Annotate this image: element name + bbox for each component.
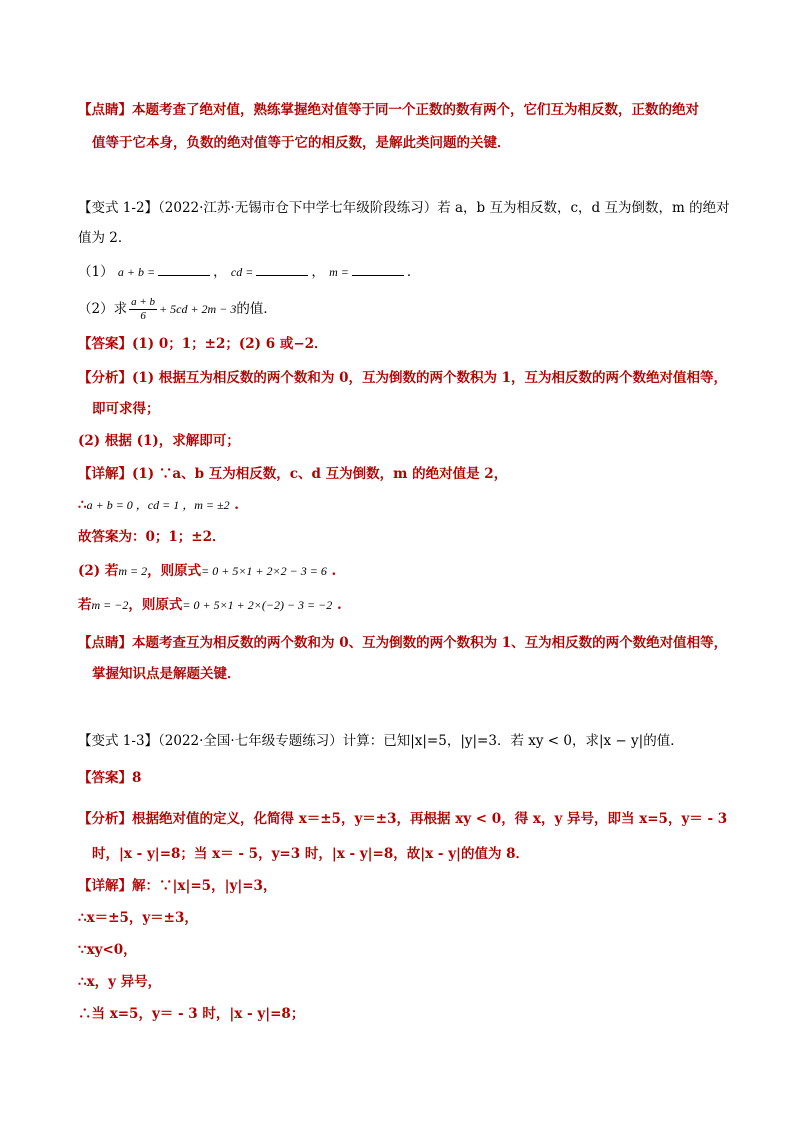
analysis-2-line2: 时，|x - y|=8；当 x＝ - 5，y=3 时，|x - y|=8，故|x - y|的值为 8． xyxy=(92,846,530,862)
detail-line2: ∴a + b = 0 ，cd = 1 ，m = ±2 . xyxy=(78,497,239,513)
dianjing-tag: 【点睛】 xyxy=(78,102,132,118)
answer-line: 【答案】(1) 0；1；±2；(2) 6 或−2． xyxy=(78,336,328,352)
dianjing-text: 本题考查了绝对值，熟练掌握绝对值等于同一个正数的数有两个，它们互为相反数，正数的绝对 xyxy=(132,102,699,118)
variant-1-3-heading: 【变式 1-3】（2022·全国·七年级专题练习）计算：已知|x|=5，|y|=3．若 xy < 0，求|x − y|的值． xyxy=(78,733,684,749)
dianjing-1-line2: 值等于它本身，负数的绝对值等于它的相反数，是解此类问题的关键． xyxy=(92,135,511,151)
dianjing-1-line1 xyxy=(78,100,699,120)
detail-line4: (2) 若m = 2，则原式= 0 + 5×1 + 2×2 − 3 = 6 . xyxy=(78,563,337,579)
answer-blank[interactable] xyxy=(158,263,210,276)
detail-line5: 若m = −2，则原式= 0 + 5×1 + 2×(−2) − 3 = −2 . xyxy=(78,597,342,613)
dianjing-2-line2: 掌握知识点是解题关键． xyxy=(92,666,241,682)
analysis-line1: 【分析】(1) 根据互为相反数的两个数和为 0，互为倒数的两个数积为 1，互为相反数的两个数绝对值相等， xyxy=(78,370,728,386)
detail-line3: 故答案为：0；1；±2． xyxy=(78,529,226,545)
variant-1-2-heading-cont: 值为 2． xyxy=(78,230,132,246)
detail-2-line5: ∴当 x=5，y＝ - 3 时，|x - y|=8； xyxy=(78,1006,305,1022)
detail-2-line1: 【详解】解：∵|x|=5，|y|=3， xyxy=(78,878,277,894)
analysis-line3: (2) 根据 (1)，求解即可； xyxy=(78,433,240,449)
question-2: （2）求 $\frac{a + b}{6}$ + 5cd + 2m − 3的值． xyxy=(78,296,277,322)
analysis-2-line1: 【分析】根据绝对值的定义，化简得 x＝±5，y＝±3，再根据 xy < 0，得 x，y 异号，即当 x=5，y＝ - 3 xyxy=(78,811,728,827)
answer-blank[interactable] xyxy=(256,263,308,276)
answer-blank[interactable] xyxy=(352,263,404,276)
detail-2-line3: ∵xy<0， xyxy=(78,942,137,958)
variant-1-2-heading: 【变式 1-2】（2022·江苏·无锡市仓下中学七年级阶段练习）若 a，b 互为相反数，c，d 互为倒数，m 的绝对 xyxy=(78,200,730,216)
question-1: （1） a + b = ， cd = ， m = ． xyxy=(78,264,421,280)
answer-line-2: 【答案】8 xyxy=(78,770,142,786)
detail-2-line4: ∴x，y 异号， xyxy=(78,974,162,990)
detail-2-line2: ∴x＝±5，y＝±3， xyxy=(78,910,198,926)
dianjing-2-line1: 【点睛】本题考查互为相反数的两个数和为 0、互为倒数的两个数积为 1、互为相反数的两个数绝对值相等， xyxy=(78,635,728,651)
analysis-line2: 即可求得； xyxy=(92,401,160,417)
detail-line1: 【详解】(1) ∵a、b 互为相反数，c、d 互为倒数，m 的绝对值是 2， xyxy=(78,466,508,482)
fraction: $\frac{a + b}{6}$ xyxy=(131,296,156,322)
